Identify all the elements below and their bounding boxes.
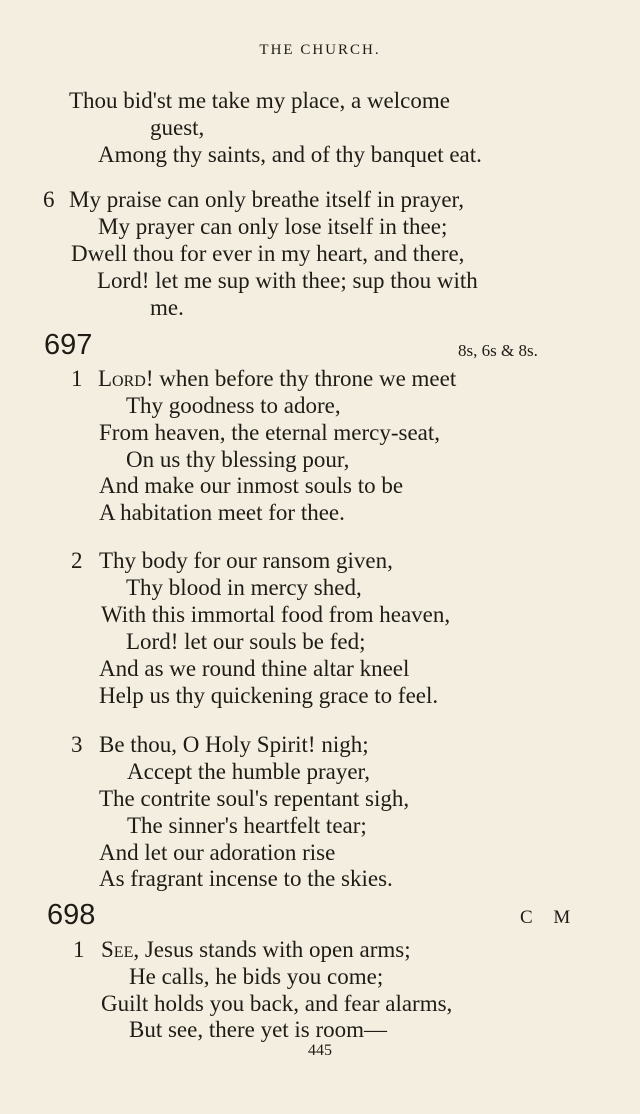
verse-line: Help us thy quickening grace to feel. <box>99 683 439 708</box>
first-line-rest: , Jesus stands with open arms; <box>133 937 411 962</box>
page-number: 445 <box>308 1042 332 1059</box>
hymn-number: 697 <box>44 329 93 361</box>
verse-line: My praise can only breathe itself in prayer, <box>69 187 465 212</box>
verse-line: me. <box>150 295 184 320</box>
verse-line: Lord! let our souls be fed; <box>126 629 366 654</box>
verse-number: 2 <box>71 548 83 573</box>
verse-line: A habitation meet for thee. <box>99 500 345 525</box>
verse-line: But see, there yet is room— <box>129 1017 388 1042</box>
hymn-meter: 8s, 6s & 8s. <box>458 341 538 360</box>
verse-line: Guilt holds you back, and fear alarms, <box>101 991 453 1016</box>
verse-line: Among thy saints, and of thy banquet eat. <box>98 142 482 167</box>
hymn-number: 698 <box>47 899 96 931</box>
verse-line: Thou bid'st me take my place, a welcome <box>69 88 450 113</box>
verse-line: As fragrant incense to the skies. <box>99 866 393 891</box>
verse-line: Lord! let me sup with thee; sup thou with <box>97 268 478 293</box>
verse-line: He calls, he bids you come; <box>129 964 384 989</box>
verse-line: From heaven, the eternal mercy-seat, <box>99 420 441 445</box>
verse-line <box>98 366 456 392</box>
verse-line: And as we round thine altar kneel <box>99 656 410 681</box>
running-head: THE CHURCH. <box>259 42 381 58</box>
verse-number: 3 <box>71 732 83 757</box>
verse-line: The contrite soul's repentant sigh, <box>99 786 410 811</box>
verse-line: Accept the humble prayer, <box>127 759 371 784</box>
verse-line: With this immortal food from heaven, <box>101 602 451 627</box>
verse-line <box>101 937 411 963</box>
verse-number: 1 <box>73 937 85 962</box>
first-line-rest: ! when before thy throne we meet <box>145 366 457 391</box>
verse-number: 1 <box>71 366 83 391</box>
verse-line: Thy goodness to adore, <box>126 393 341 418</box>
verse-line: And make our inmost souls to be <box>99 473 404 498</box>
verse-line: Dwell thou for ever in my heart, and there, <box>71 241 465 266</box>
verse-line: guest, <box>150 115 205 140</box>
verse-line: The sinner's heartfelt tear; <box>127 813 367 838</box>
verse-line: Be thou, O Holy Spirit! nigh; <box>99 732 369 757</box>
verse-line: And let our adoration rise <box>99 840 336 865</box>
verse-line: Thy body for our ransom given, <box>99 548 393 573</box>
verse-number: 6 <box>43 187 55 212</box>
first-word: Lord <box>98 366 146 391</box>
hymn-meter: C M <box>520 907 579 928</box>
verse-line: My prayer can only lose itself in thee; <box>98 214 448 239</box>
first-word: See <box>101 937 134 962</box>
verse-line: On us thy blessing pour, <box>126 447 350 472</box>
verse-line: Thy blood in mercy shed, <box>126 575 362 600</box>
